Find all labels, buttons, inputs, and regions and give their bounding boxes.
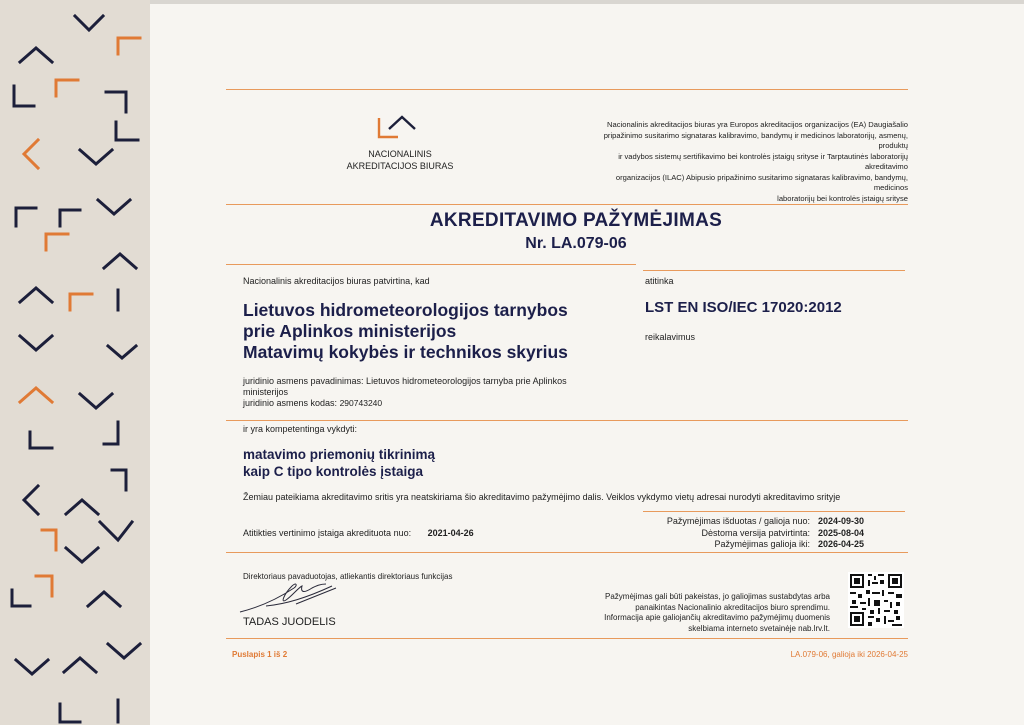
legal-name-line: juridinio asmens pavadinimas: Lietuvos hidrometeorologijos tarnyba prie Aplinkos: [243, 376, 567, 386]
scope-note: Žemiau pateikiama akreditavimo sritis yra neatskiriama šio akreditavimo pažymėjimo dalis. Veiklos vykdymo vietų adresai nurodyti akreditavimo srityje: [243, 492, 841, 502]
legal-code-value: 290743240: [339, 398, 383, 408]
legal-code-label: juridinio asmens kodas:: [243, 398, 338, 408]
competence-label: ir yra kompetentinga vykdyti:: [243, 424, 358, 434]
logo-line-2: AKREDITACIJOS BIURAS: [346, 161, 454, 171]
signer-name: TADAS JUODELIS: [243, 616, 336, 628]
certificate-number: Nr. LA.079-06: [525, 235, 627, 252]
validity-line: panaikintas Nacionalinio akreditacijos biuro sprendimu.: [635, 602, 830, 612]
legal-code-row: [243, 398, 643, 409]
valid-date: 2026-04-25: [818, 539, 865, 549]
requirements-label: reikalavimus: [645, 332, 696, 342]
title-rule-top: [226, 204, 908, 205]
header-note-line: laboratorijų bei kontrolės įstaigų srityse: [777, 193, 908, 203]
nab-logo-icon: [376, 112, 420, 140]
dates-rule-top: [643, 511, 905, 512]
certificate-title: AKREDITAVIMO PAŽYMĖJIMAS: [429, 210, 723, 231]
logo-text: [340, 148, 460, 172]
dates-labels: [600, 516, 810, 551]
logo-line-1: NACIONALINIS: [368, 149, 432, 159]
organization-name: [243, 300, 643, 363]
issued-label: Pažymėjimas išduotas / galioja nuo:: [666, 516, 810, 526]
validity-note: [560, 592, 830, 634]
signer-role: Direktoriaus pavaduotojas, atliekantis direktoriaus funkcijas: [243, 572, 453, 581]
qr-code-icon[interactable]: [848, 572, 904, 628]
confirms-label: Nacionalinis akreditacijos biuras patvirtina, kad: [243, 276, 430, 286]
competence-activity: [243, 446, 435, 480]
footer-reference: LA.079-06, galioja iki 2026-04-25: [790, 650, 908, 659]
top-rule: [226, 89, 908, 90]
section-rule-left: [226, 264, 636, 265]
org-line: Matavimų kokybės ir technikos skyrius: [243, 342, 568, 362]
signature-rule: [226, 552, 908, 553]
version-date: 2025-08-04: [818, 527, 865, 538]
header-note-line: organizacijos (ILAC) Abipusio pripažinimo susitarimo signataras kalibravimo, bandymų, medicinos: [615, 172, 908, 192]
validity-line: Informacija apie galiojančių akreditavimo pažymėjimų duomenis: [604, 613, 830, 622]
page-number: Puslapis 1 iš 2: [232, 650, 288, 659]
header-note-line: pripažinimo susitarimo signataras kalibravimo, bandymų ir medicinos laboratorijų, asmenų, produktų: [603, 130, 908, 150]
competence-line: matavimo priemonių tikrinimą: [243, 447, 436, 462]
validity-line: skelbiama interneto svetainėje nab.lrv.lt.: [688, 623, 830, 633]
legal-name-line: ministerijos: [243, 387, 289, 397]
header-note-line: ir vadybos sistemų sertifikavimo bei kontrolės įstaigų srityse ir Tarptautinės laboratorijų akreditavimo: [618, 151, 908, 171]
valid-label: Pažymėjimas galioja iki:: [714, 539, 810, 549]
validity-line: Pažymėjimas gali būti pakeistas, jo galiojimas sustabdytas arba: [605, 592, 830, 601]
competence-rule: [226, 420, 908, 421]
footer-rule: [226, 638, 908, 639]
standard-name: LST EN ISO/IEC 17020:2012: [645, 299, 842, 316]
org-line: Lietuvos hidrometeorologijos tarnybos: [243, 300, 568, 320]
handwritten-signature-icon: [236, 578, 346, 618]
header-note-line: Nacionalinis akreditacijos biuras yra Europos akreditacijos organizacijos (EA) Daugiašalio: [607, 120, 908, 129]
competence-line: kaip C tipo kontrolės įstaiga: [243, 464, 424, 479]
accredited-date: 2021-04-26: [427, 528, 474, 538]
dates-values: [818, 516, 864, 551]
issued-date: 2024-09-30: [818, 516, 865, 526]
accredited-label: Atitikties vertinimo įstaiga akredituota nuo:: [243, 528, 412, 538]
top-strip: [0, 0, 1024, 4]
org-line: prie Aplinkos ministerijos: [243, 321, 457, 341]
conforms-label: atitinka: [645, 276, 674, 286]
decorative-sidebar: [0, 0, 150, 725]
chevron-pattern: [0, 0, 150, 725]
accredited-row: [243, 528, 474, 538]
section-rule-right: [643, 270, 905, 271]
header-accreditation-note: [580, 120, 908, 204]
version-label: Dėstoma versija patvirtinta:: [701, 527, 810, 538]
legal-entity-info: [243, 376, 643, 409]
